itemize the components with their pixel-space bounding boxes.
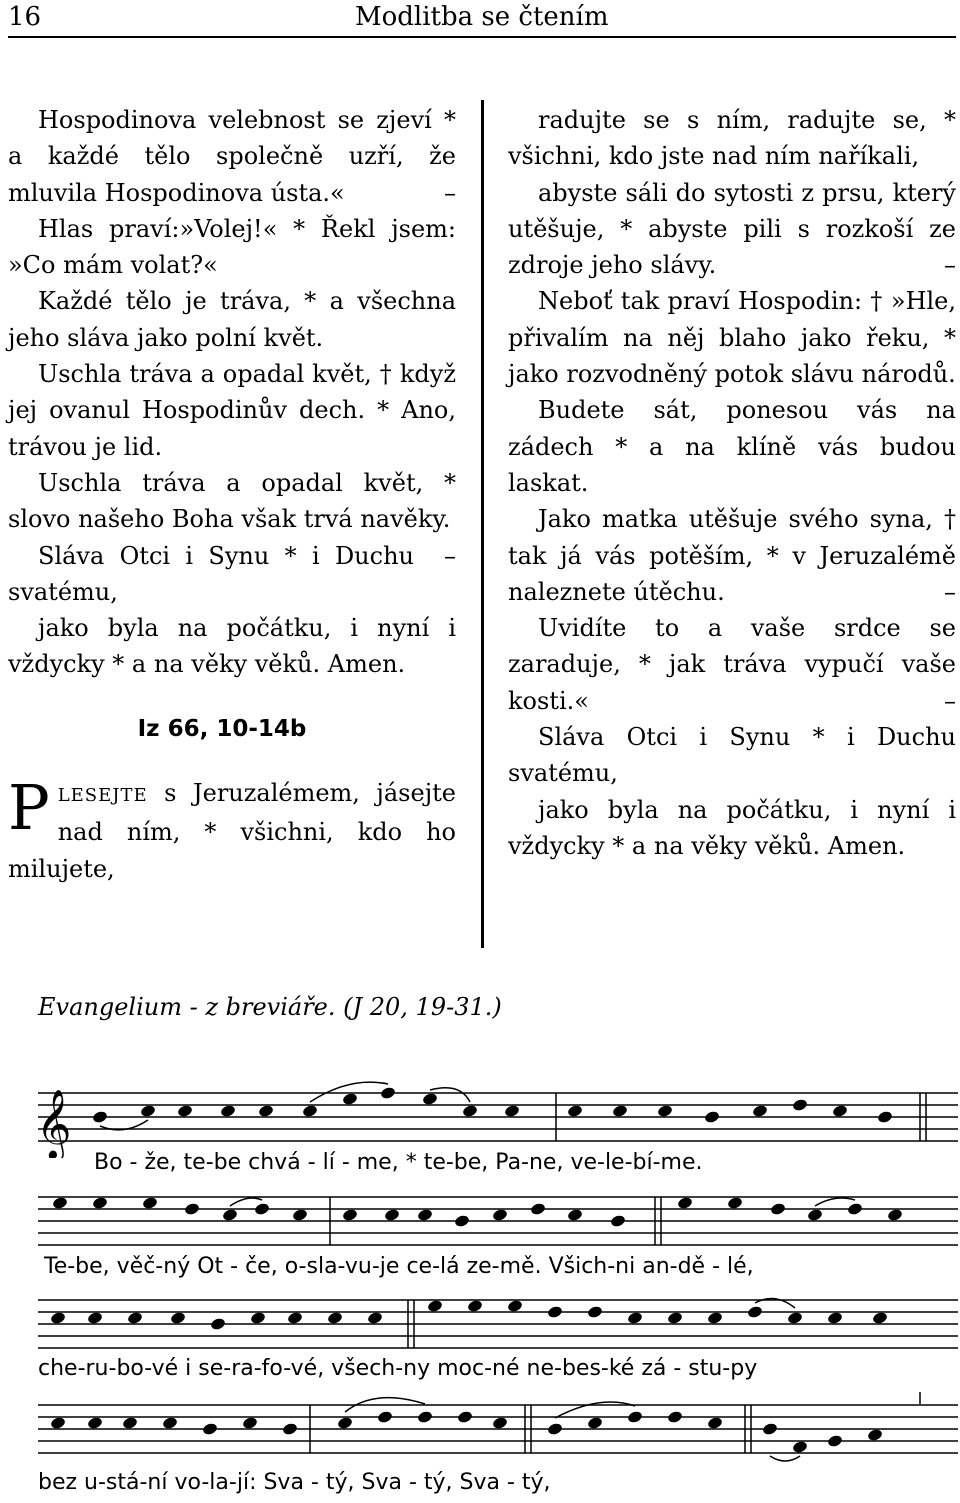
staff-svg bbox=[0, 1390, 960, 1470]
music-system bbox=[0, 1390, 960, 1503]
verse-paragraph: Uschla tráva a opadal květ, * slovo našeho Boha však trvá navěky. – bbox=[8, 468, 456, 570]
verse-paragraph: Hlas praví:»Volej!« * Řekl jsem: »Co mám volat?« bbox=[8, 214, 456, 280]
verse-paragraph: Uvidíte to a vaše srdce se zaraduje, * jak tráva vypučí vaše kosti.« – bbox=[508, 614, 956, 715]
lyric-line: bez u-stá-ní vo-la-jí: Sva - tý, Sva - tý, Sva - tý, bbox=[38, 1470, 551, 1495]
verse-paragraph: abyste sáli do sytosti z prsu, který utěšuje, * abyste pili s rozkoší ze zdroje jeho slávy. – bbox=[508, 178, 956, 280]
verse-paragraph: Budete sát, ponesou vás na zádech * a na klíně vás budou laskat. bbox=[508, 396, 956, 497]
drop-cap: P bbox=[8, 771, 50, 845]
page-header bbox=[0, 0, 960, 40]
verse-paragraph: Neboť tak praví Hospodin: † »Hle, přivalím na něj blaho jako řeku, * jako rozvodněný potok slávu národů. bbox=[508, 287, 956, 389]
doxology-line: Sláva Otci i Synu * i Duchu svatému, bbox=[508, 723, 956, 788]
running-title: Modlitba se čtením bbox=[355, 2, 609, 32]
canticle-incipit: PLESEJTE s Jeruzalémem, jásejte nad ním, * všichni, kdo ho milujete, bbox=[8, 771, 456, 883]
verse-paragraph: radujte se s ním, radujte se, * všichni, kdo jste nad ním naříkali, bbox=[508, 106, 956, 171]
staff-svg bbox=[0, 1182, 960, 1262]
doxology-line: Sláva Otci i Synu * i Duchu svatému, bbox=[8, 541, 414, 606]
header-rule bbox=[8, 36, 956, 38]
verse-paragraph: Každé tělo je tráva, * a všechna jeho sláva jako polní květ. bbox=[8, 287, 456, 352]
canticle-reference: Iz 66, 10-14b bbox=[137, 715, 307, 742]
verse-paragraph: Hospodinova velebnost se zjeví * a každé tělo společně uzří, že mluvila Hospodinova ústa.« – bbox=[8, 106, 456, 207]
lyric-line: Te-be, věč-ný Ot - če, o-sla-vu-je ce-lá ze-mě. Všich-ni an-dě - lé, bbox=[44, 1254, 754, 1279]
page-number: 16 bbox=[8, 2, 42, 32]
verse-paragraph: Jako matka utěšuje svého syna, † tak já vás potěším, * v Jeruzalémě naleznete útěchu. – bbox=[508, 505, 956, 606]
music-system bbox=[0, 1068, 960, 1178]
staff-svg bbox=[0, 1068, 960, 1158]
column-divider bbox=[481, 100, 484, 948]
doxology-line: jako byla na počátku, i nyní i vždycky * a na věky věků. Amen. bbox=[8, 614, 456, 679]
doxology-line: jako byla na počátku, i nyní i vždycky * a na věky věků. Amen. bbox=[508, 795, 956, 860]
gospel-heading: Evangelium - z breviáře. (J 20, 19-31.) bbox=[38, 993, 502, 1021]
right-column bbox=[508, 102, 956, 864]
music-system bbox=[0, 1182, 960, 1292]
lyric-line: Bo - že, te-be chvá - lí - me, * te-be, Pa-ne, ve-le-bí-me. bbox=[94, 1150, 703, 1175]
verse-paragraph: Uschla tráva a opadal květ, † když jej ovanul Hospodinův dech. * Ano, trávou je lid. bbox=[8, 360, 456, 461]
left-column bbox=[8, 102, 456, 887]
lyric-line: che-ru-bo-vé i se-ra-fo-vé, všech-ny moc-né ne-bes-ké zá - stu-py bbox=[38, 1356, 758, 1381]
treble-clef-icon: 𝄞 bbox=[36, 1089, 72, 1158]
music-system bbox=[0, 1288, 960, 1398]
